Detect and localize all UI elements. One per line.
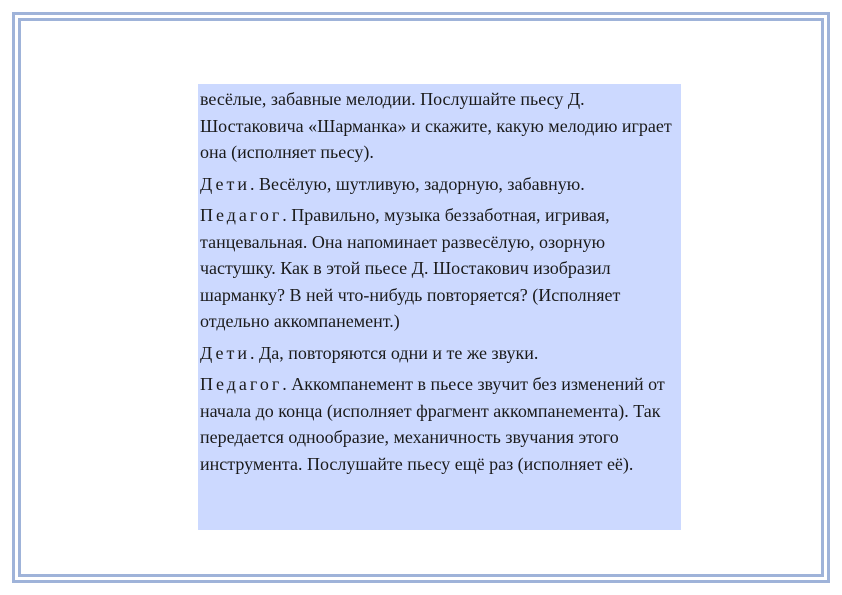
- paragraph-text: . Правильно, музыка беззаботная, игривая, танцевальная. Она напоминает развесёлую, озорную частушку. Как в этой пьесе Д. Шостакович изобразил шарманку? В ней что-нибудь повторяется? (Исполняет отдельно аккомпанемент.): [200, 205, 621, 331]
- speaker-label: Дети: [200, 173, 250, 194]
- paragraph-text: . Весёлую, шутливую, задорную, забавную.: [250, 173, 585, 194]
- speaker-label: Дети: [200, 342, 250, 363]
- paragraph-text: . Аккомпанемент в пьесе звучит без изменений от начала до конца (исполняет фрагмент аккомпанемента). Так передается однообразие, механичность звучания этого инструмента. Послушайте пьесу ещё раз (исполняет её).: [200, 374, 665, 474]
- paragraph-intro: [200, 86, 679, 166]
- speaker-label: Педагог: [200, 374, 283, 394]
- paragraph-children-answer: [200, 171, 679, 198]
- speaker-label: Педагог: [200, 205, 283, 225]
- paragraph-children-answer: [200, 340, 679, 367]
- paragraph-teacher-remark: [200, 202, 679, 335]
- paragraph-teacher-remark: [200, 371, 679, 477]
- paragraph-text: . Да, повторяются одни и те же звуки.: [250, 342, 539, 363]
- paragraph-text: весёлые, забавные мелодии. Послушайте пьесу Д. Шостаковича «Шарманка» и скажите, какую мелодию играет она (исполняет пьесу).: [200, 89, 672, 162]
- text-box: [198, 84, 681, 530]
